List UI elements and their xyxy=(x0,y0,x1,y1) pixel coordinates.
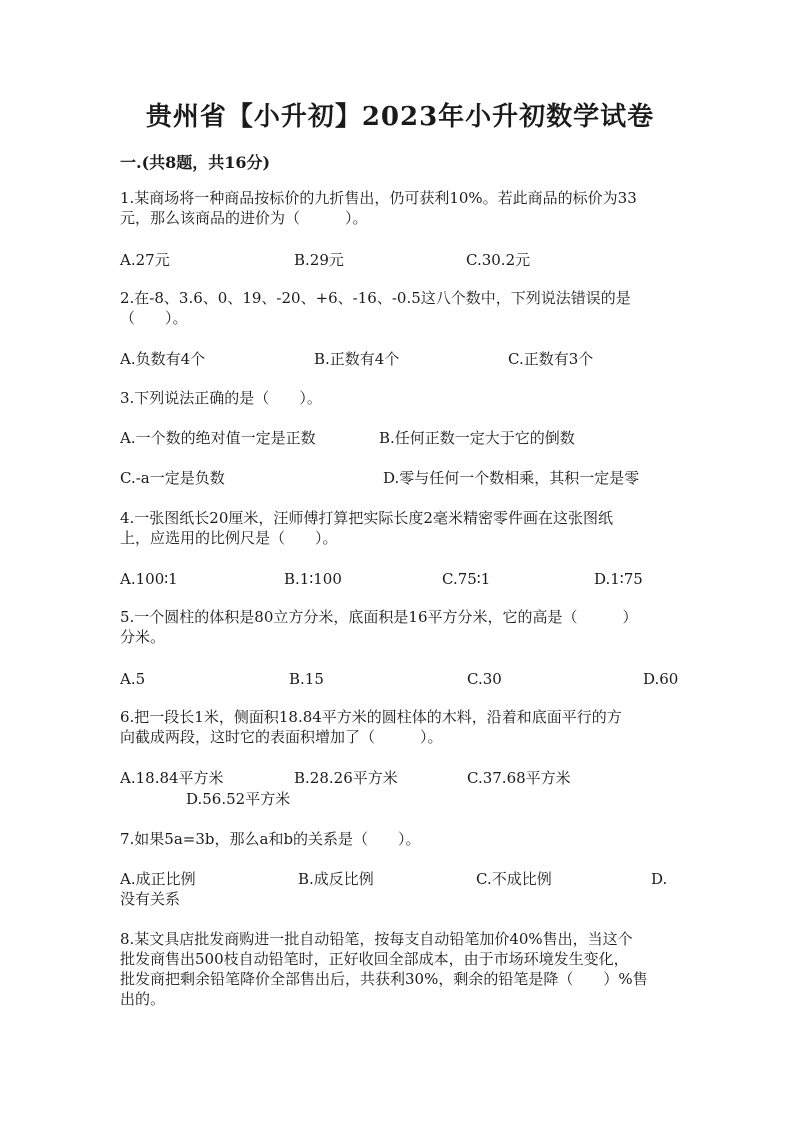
option-a: A.100∶1 xyxy=(120,570,178,588)
question-text: 分米。 xyxy=(120,628,166,646)
question-5 xyxy=(120,607,680,647)
question-text: 3.下列说法正确的是（ ）。 xyxy=(120,389,322,407)
question-text: 批发商售出500枝自动铅笔时，正好收回全部成本，由于市场环境发生变化， xyxy=(120,950,629,968)
section-heading: 一.(共8题，共16分) xyxy=(120,153,271,172)
option-d-text: 没有关系 xyxy=(120,890,181,908)
option-c: C.37.68平方米 xyxy=(467,769,571,787)
option-b: B.29元 xyxy=(294,251,344,269)
option-d: D.1∶75 xyxy=(594,570,643,588)
question-text: （ ）。 xyxy=(120,309,188,327)
option-b: B.15 xyxy=(289,670,324,688)
question-text: 批发商把剩余铅笔降价全部售出后，共获利30%，剩余的铅笔是降（ ）%售 xyxy=(120,970,648,988)
option-d: D.60 xyxy=(643,670,679,688)
option-c: C.不成比例 xyxy=(476,870,552,888)
question-text: 5.一个圆柱的体积是80立方分米，底面积是16平方分米，它的高是（ ） xyxy=(120,608,638,626)
option-b: B.1∶100 xyxy=(284,570,342,588)
option-d: D.56.52平方米 xyxy=(186,790,291,808)
option-a: A.5 xyxy=(120,670,146,688)
question-text: 4.一张图纸长20厘米，汪师傅打算把实际长度2毫米精密零件画在这张图纸 xyxy=(120,509,613,527)
option-c: C.-a一定是负数 xyxy=(120,469,225,487)
question-text: 8.某文具店批发商购进一批自动铅笔，按每支自动铅笔加价40%售出，当这个 xyxy=(120,930,633,948)
option-d: D.零与任何一个数相乘，其积一定是零 xyxy=(383,469,640,487)
option-a: A.负数有4个 xyxy=(120,350,206,368)
option-c: C.30 xyxy=(467,670,502,688)
option-a: A.18.84平方米 xyxy=(120,769,224,787)
question-6 xyxy=(120,707,680,747)
question-text: 1.某商场将一种商品按标价的九折售出，仍可获利10%。若此商品的标价为33 xyxy=(120,189,637,207)
question-text: 向截成两段，这时它的表面积增加了（ ）。 xyxy=(120,728,443,746)
question-text: 7.如果5a=3b，那么a和b的关系是（ ）。 xyxy=(120,830,421,848)
option-a: A.27元 xyxy=(120,251,170,269)
question-text: 2.在-8、3.6、0、19、-20、+6、-16、-0.5这八个数中，下列说法错误的是 xyxy=(120,289,631,307)
question-4 xyxy=(120,508,680,548)
option-d: D. xyxy=(651,870,668,888)
option-b: B.任何正数一定大于它的倒数 xyxy=(379,429,575,447)
page-title: 贵州省【小升初】2023年小升初数学试卷 xyxy=(145,102,655,132)
question-text: 6.把一段长1米，侧面积18.84平方米的圆柱体的木料，沿着和底面平行的方 xyxy=(120,708,622,726)
option-b: B.正数有4个 xyxy=(314,350,400,368)
question-text: 上，应选用的比例尺是（ ）。 xyxy=(120,529,338,547)
question-2 xyxy=(120,288,680,328)
option-a: A.成正比例 xyxy=(120,870,196,888)
question-8 xyxy=(120,929,680,1009)
question-text: 元，那么该商品的进价为（ ）。 xyxy=(120,209,368,227)
question-1 xyxy=(120,188,680,228)
question-text: 出的。 xyxy=(120,990,166,1008)
option-b: B.28.26平方米 xyxy=(294,769,398,787)
option-a: A.一个数的绝对值一定是正数 xyxy=(120,429,316,447)
option-c: C.75∶1 xyxy=(442,570,491,588)
question-3 xyxy=(120,388,680,408)
question-7 xyxy=(120,829,680,849)
option-b: B.成反比例 xyxy=(298,870,374,888)
option-c: C.30.2元 xyxy=(466,251,531,269)
option-c: C.正数有3个 xyxy=(508,350,594,368)
